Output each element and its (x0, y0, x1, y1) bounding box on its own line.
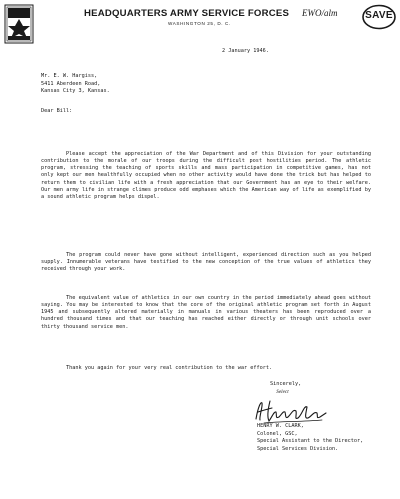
signer-division: Special Services Division. (257, 445, 339, 452)
recipient-address (41, 73, 110, 96)
paragraph-2: The program could never have gone without intelligent, experienced direction such as you helped supply. Innumerable veterans have testified to the new conception of the true values of athletics they received through your work. (41, 252, 371, 273)
letter-date: 2 January 1946. (222, 48, 269, 54)
paragraph-4: Thank you again for your very real contribution to the war effort. (66, 365, 273, 371)
paragraph-3: The equivalent value of athletics in our own country in the period immediately ahead goes without saying. You may be interested to know that the core of the original athletic program set forth in August 1945 and subsequently altered materially in manuals in various theaters has been reproduced over a hundred thousand times and that our teaching has reached either directly or through unit schools over thirty thousand service men. (41, 295, 371, 330)
salutation: Dear Bill: (41, 108, 73, 114)
recipient-street: 5411 Aberdeen Road, (41, 80, 101, 87)
signer-title: Special Assistant to the Director, (257, 438, 364, 444)
reference-code: EWO/alm (302, 8, 338, 18)
closing (270, 381, 301, 396)
signature-block (257, 423, 363, 453)
closing-sincerely: Sincerely, (270, 381, 302, 387)
closing-handwritten: Select (276, 388, 289, 395)
signer-rank: Colonel, GSC, (257, 430, 298, 437)
letterhead-city: WASHINGTON 25, D. C. (168, 21, 231, 26)
recipient-name: Mr. E. W. Hargiss, (41, 73, 98, 79)
paragraph-1: Please accept the appreciation of the War Department and of this Division for your outstanding contribution to the morale of our troops during the difficult post hostilities period. The athletic program, stressing the teaching of sports skills and mass participation in competitive games, has not only kept our men healthfully occupied when no other activity would have done the trick but has helped to return them to civilian life with a fresh appreciation that our Government has an eye to their welfare. Our men army life in strange climes produce odd emphases which the American way of life as exemplified by a sound athletic program helps dispel. (41, 151, 371, 200)
recipient-city: Kansas City 3, Kansas. (41, 88, 110, 94)
army-seal-icon (4, 4, 34, 44)
signer-name: HENRY W. CLARK, (257, 423, 304, 429)
letterhead-title: HEADQUARTERS ARMY SERVICE FORCES (84, 8, 290, 19)
save-badge-text: SAVE (365, 10, 393, 21)
